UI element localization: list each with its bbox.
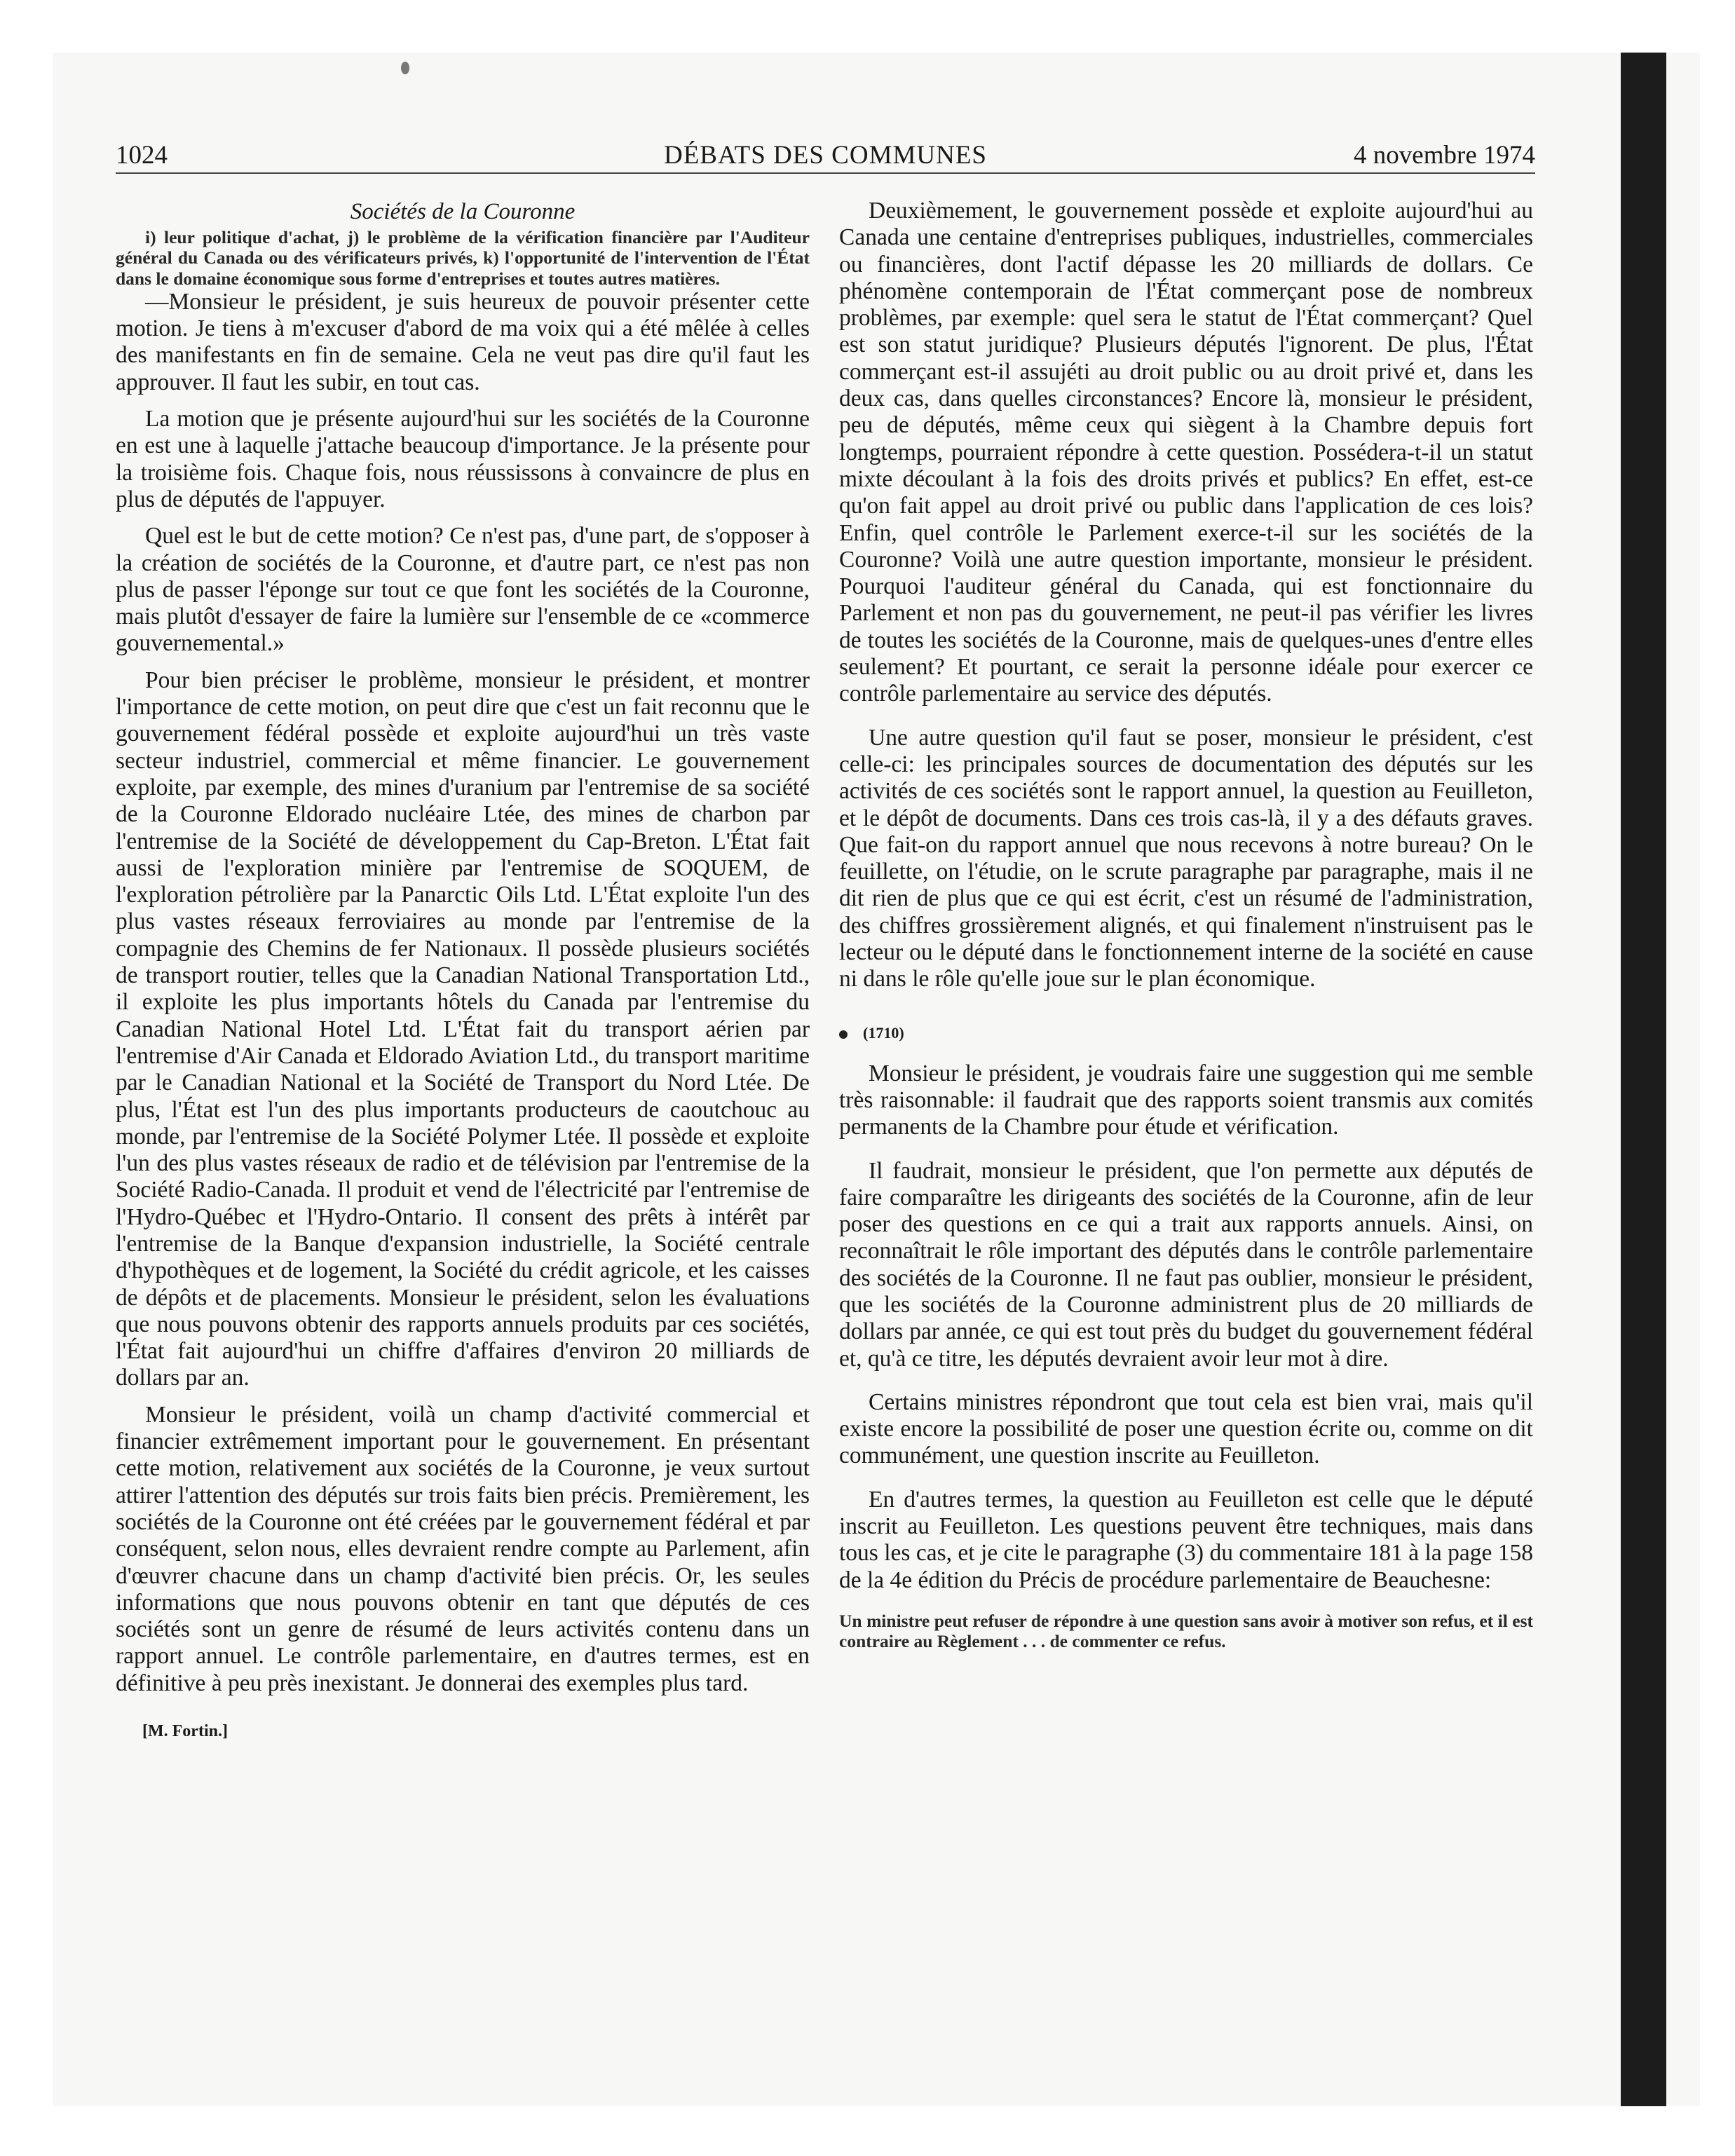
time-marker (839, 1021, 1533, 1045)
citation: Un ministre peut refuser de répondre à une question sans avoir à motiver son refus, et il est contraire au Règlement . . . de commenter ce refus. (839, 1610, 1533, 1652)
speaker-tag: [M. Fortin.] (142, 1722, 228, 1741)
time-marker-text: (1710) (863, 1023, 904, 1042)
paragraph: Monsieur le président, voilà un champ d'activité commercial et financier extrêmement important pour le gouvernement. En présentant cette motion, relativement aux sociétés de la Couronne, je veux surtout attirer l'attention des députés sur trois faits bien précis. Premièrement, les sociétés de la Couronne ont été créées par le gouvernement fédéral et par conséquent, selon nous, elles devraient rendre compte au Parlement, afin d'œuvrer chacune dans un champ d'activité bien précis. Or, les seules informations que nous pouvons obtenir en tant que députés de ces sociétés sont un genre de résumé de leurs activités contenu dans un rapport annuel. Le contrôle parlementaire, en d'autres termes, est en définitive à peu près inexistant. Je donnerai des exemples plus tard. (116, 1401, 810, 1696)
publication-title: DÉBATS DES COMMUNES (663, 141, 987, 170)
right-column (839, 198, 1533, 2013)
section-heading: Sociétés de la Couronne (350, 199, 576, 224)
paragraph: En d'autres termes, la question au Feuilleton est celle que le député inscrit au Feuilleton. Les questions peuvent être techniques, mais dans tous les cas, et je cite le paragraphe (3) du commentaire 181 à la page 158 de la 4e édition du Précis de procédure parlementaire de Beauchesne: (839, 1486, 1533, 1593)
paragraph: Pour bien préciser le problème, monsieur le président, et montrer l'importance de cette motion, on peut dire que c'est un fait reconnu que le gouvernement fédéral possède et exploite aujourd'hui un très vaste secteur industriel, commercial et même financier. Le gouvernement exploite, par exemple, des mines d'uranium par l'entremise de sa société de la Couronne Eldorado nucléaire Ltée, des mines de charbon par l'entremise de la Société de développement du Cap-Breton. L'État fait aussi de l'exploration minière par l'entremise de SOQUEM, de l'exploration pétrolière par la Panarctic Oils Ltd. L'État exploite l'un des plus vastes réseaux ferroviaires au monde par l'entremise de la compagnie des Chemins de fer Nationaux. Il possède plusieurs sociétés de transport routier, telles que la Canadian National Transportation Ltd., il exploite les plus importants hôtels du Canada par l'entremise du Canadian National Hotel Ltd. L'État fait du transport aérien par l'entremise d'Air Canada et Eldorado Aviation Ltd., du transport maritime par le Canadian National et la Société de Transport du Nord Ltée. De plus, l'État est l'un des plus importants producteurs de caoutchouc au monde, par l'entremise de la Société Polymer Ltée. Il possède et exploite l'un des plus vastes réseaux de radio et de télévision par l'entremise de la Société Radio-Canada. Il produit et vend de l'électricité par l'entremise de l'Hydro-Québec et l'Hydro-Ontario. Il consent des prêts à intérêt par l'entremise de la Banque d'expansion industrielle, la Société centrale d'hypothèques et de logement, la Société du crédit agricole, et les caisses de dépôts et de placements. Monsieur le président, selon les évaluations que nous pouvons obtenir des rapports annuels produits par ces sociétés, l'État fait aujourd'hui un chiffre d'affaires d'environ 20 milliards de dollars par an. (116, 667, 810, 1391)
bullet-dot-icon (839, 1030, 848, 1039)
paragraph: Certains ministres répondront que tout cela est bien vrai, mais qu'il existe encore la possibilité de poser une question écrite ou, comme on dit communément, une question inscrite au Feuilleton. (839, 1389, 1533, 1469)
page-number: 1024 (116, 141, 168, 170)
scan-speck (401, 62, 409, 74)
paragraph: Monsieur le président, je voudrais faire une suggestion qui me semble très raisonnable: il faudrait que des rapports soient transmis aux comités permanents de la Chambre pour étude et vérification. (839, 1060, 1533, 1140)
paragraph: Deuxièmement, le gouvernement possède et exploite aujourd'hui au Canada une centaine d'entreprises publiques, industrielles, commerciales ou financières, dont l'actif dépasse les 20 milliards de dollars. Ce phénomène contemporain de l'État commerçant pose de nombreux problèmes, par exemple: quel sera le statut de l'État commerçant? Quel est son statut juridique? Plusieurs députés l'ignorent. De plus, l'État commerçant est-il assujéti au droit public ou au droit privé et, dans les deux cas, dans quelles circonstances? Encore là, monsieur le président, peu de députés, même ceux qui siègent à la Chambre depuis fort longtemps, pourraient répondre à cette question. Possédera-t-il un statut mixte découlant à la fois des droits privés et publics? En effet, est-ce qu'on fait appel au droit privé ou public dans l'application de ces lois? Enfin, quel contrôle le Parlement exerce-t-il sur les sociétés de la Couronne? Voilà une autre question importante, monsieur le président. Pourquoi l'auditeur général du Canada, qui est fonctionnaire du Parlement et non pas du gouvernement, ne peut-il pas vérifier les livres de toutes les sociétés de la Couronne, mais de quelques-unes d'entre elles seulement? Et pourtant, ce serait la personne idéale pour exercer ce contrôle parlementaire au service des députés. (839, 198, 1533, 707)
paragraph: —Monsieur le président, je suis heureux de pouvoir présenter cette motion. Je tiens à m'excuser d'abord de ma voix qui a été mêlée à celles des manifestants en fin de semaine. Cela ne veut pas dire qu'il faut les approuver. Il faut les subir, en tout cas. (116, 288, 810, 395)
scan-edge-shadow (1621, 53, 1666, 2106)
page-date: 4 novembre 1974 (1354, 141, 1535, 170)
left-column (116, 198, 810, 2013)
motion-items: i) leur politique d'achat, j) le problème de la vérification financière par l'Auditeur général du Canada ou des vérificateurs privés, k) l'opportunité de l'intervention de l'État dans le domaine économique sous forme d'entreprises et toutes autres matières. (116, 227, 810, 289)
page-header (116, 140, 1535, 172)
header-rule (116, 172, 1535, 174)
paragraph: Il faudrait, monsieur le président, que l'on permette aux députés de faire comparaître les dirigeants des sociétés de la Couronne, afin de leur poser des questions en ce qui a trait aux rapports annuels. Ainsi, on reconnaîtrait le rôle important des députés dans le contrôle parlementaire des sociétés de la Couronne. Il ne faut pas oublier, monsieur le président, que les sociétés de la Couronne administrent plus de 20 milliards de dollars par année, ce qui est tout près du budget du gouvernement fédéral et, qu'à ce titre, les députés devraient avoir leur mot à dire. (839, 1157, 1533, 1372)
paragraph: Quel est le but de cette motion? Ce n'est pas, d'une part, de s'opposer à la création de sociétés de la Couronne, et d'autre part, ce n'est pas non plus de passer l'éponge sur tout ce que font les sociétés de la Couronne, mais plutôt d'essayer de faire la lumière sur l'ensemble de ce «commerce gouvernemental.» (116, 523, 810, 657)
paragraph: Une autre question qu'il faut se poser, monsieur le président, c'est celle-ci: les principales sources de documentation des députés sur les activités de ces sociétés sont le rapport annuel, la question au Feuilleton, et le dépôt de documents. Dans ces trois cas-là, il y a des défauts graves. Que fait-on du rapport annuel que nous recevons à notre bureau? On le feuillette, on l'étudie, on le scrute paragraphe par paragraphe, mais il ne dit rien de plus que ce qui est écrit, c'est un résumé de l'administration, des chiffres grossièrement alignés, et qui finalement n'instruisent pas le lecteur ou le député dans le fonctionnement interne de la société en cause ni dans le rôle qu'elle joue sur le plan économique. (839, 724, 1533, 992)
paragraph: La motion que je présente aujourd'hui sur les sociétés de la Couronne en est une à laquelle j'attache beaucoup d'importance. Je la présente pour la troisième fois. Chaque fois, nous réussissons à convaincre de plus en plus de députés de l'appuyer. (116, 406, 810, 512)
